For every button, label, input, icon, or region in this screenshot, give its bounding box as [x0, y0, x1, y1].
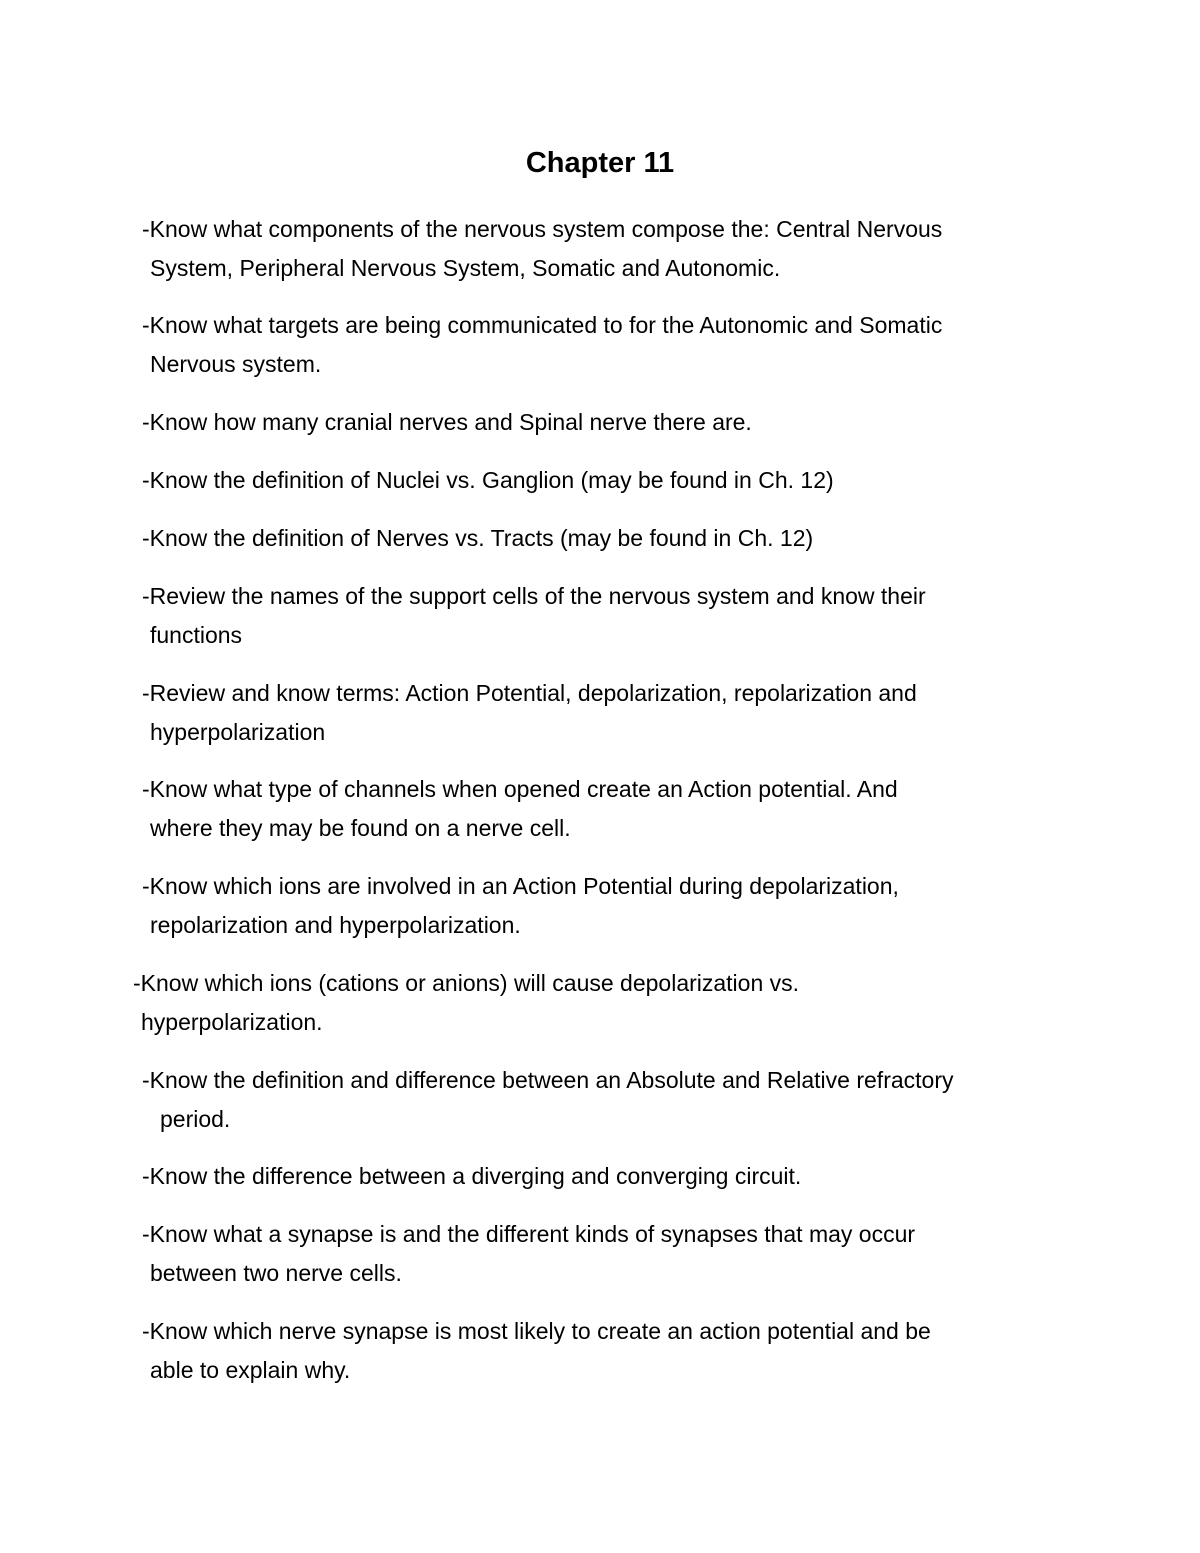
item-line: -Know which ions are involved in an Action Potential during depolarization,: [142, 873, 899, 899]
item-continuation: where they may be found on a nerve cell.: [150, 815, 571, 841]
item-line: -Know the definition of Nerves vs. Tracts (may be found in Ch. 12): [142, 525, 814, 551]
item-continuation: period.: [160, 1106, 231, 1132]
item-line: -Know the definition and difference between an Absolute and Relative refractory: [142, 1067, 954, 1093]
list-item: [133, 964, 799, 1042]
item-line: -Know how many cranial nerves and Spinal nerve there are.: [142, 409, 752, 435]
list-item: [142, 867, 899, 945]
item-continuation: Nervous system.: [150, 351, 322, 377]
list-item: [142, 1312, 931, 1390]
item-continuation: hyperpolarization.: [141, 1009, 323, 1035]
item-continuation: repolarization and hyperpolarization.: [150, 912, 521, 938]
item-line: -Know what components of the nervous system compose the: Central Nervous: [142, 216, 943, 242]
list-item: [142, 306, 942, 384]
list-item: [142, 770, 898, 848]
list-item: [142, 210, 942, 288]
item-line: -Know what targets are being communicated to for the Autonomic and Somatic: [142, 312, 943, 338]
item-continuation: able to explain why.: [150, 1357, 351, 1383]
list-item: [142, 461, 834, 500]
list-item: [142, 577, 926, 655]
item-line: -Know which nerve synapse is most likely to create an action potential and be: [142, 1318, 931, 1344]
item-line: -Review and know terms: Action Potential, depolarization, repolarization and: [142, 680, 917, 706]
item-line: -Know which ions (cations or anions) will cause depolarization vs.: [133, 970, 800, 996]
item-line: -Review the names of the support cells of the nervous system and know their: [142, 583, 926, 609]
item-line: -Know the difference between a diverging and converging circuit.: [142, 1163, 802, 1189]
item-continuation: hyperpolarization: [150, 719, 326, 745]
page-title: Chapter 11: [525, 147, 675, 179]
list-item: [142, 674, 917, 752]
list-item: [142, 1157, 801, 1196]
item-continuation: System, Peripheral Nervous System, Somatic and Autonomic.: [150, 255, 781, 281]
list-item: [142, 403, 752, 442]
list-item: [142, 1215, 915, 1293]
item-line: -Know what type of channels when opened create an Action potential. And: [142, 776, 898, 802]
list-item: [142, 1061, 953, 1139]
item-continuation: functions: [150, 622, 243, 648]
list-item: [142, 519, 813, 558]
item-line: -Know what a synapse is and the different kinds of synapses that may occur: [142, 1221, 916, 1247]
item-line: -Know the definition of Nuclei vs. Ganglion (may be found in Ch. 12): [142, 467, 834, 493]
item-continuation: between two nerve cells.: [150, 1260, 402, 1286]
